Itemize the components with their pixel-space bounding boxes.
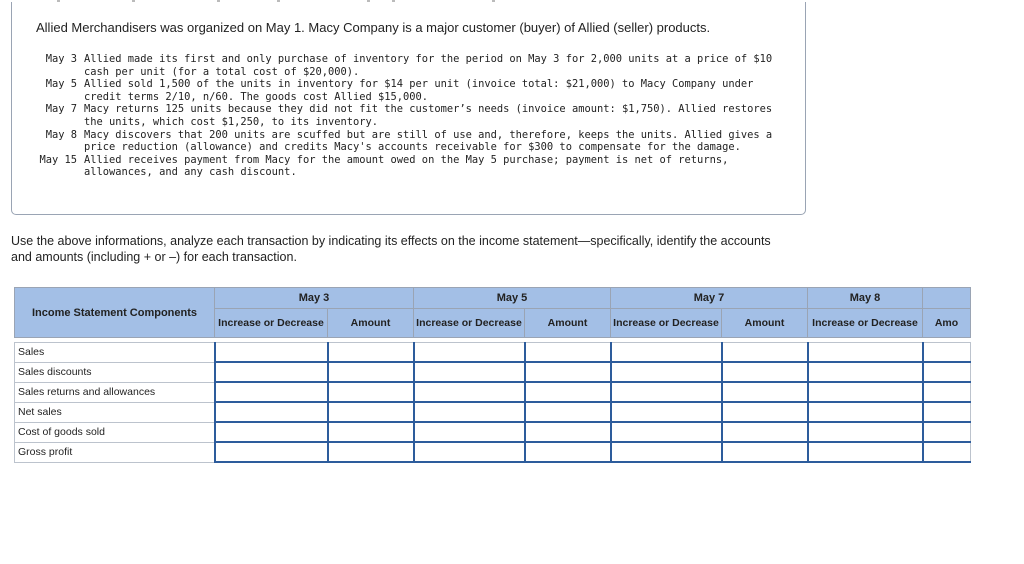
components-header: Income Statement Components [15,288,215,338]
amount-input[interactable] [328,382,414,402]
amount-input[interactable] [722,343,808,363]
amount-input[interactable] [525,422,611,442]
transaction-text: Allied receives payment from Macy for the amount owed on the May 5 purchase; payment is net of returns, allowances, and any cash discount. [84,153,735,179]
transaction-text: Macy discovers that 200 units are scuffed but are still of use and, therefore, keeps the units. Allied gives a price reduction (allowance) and credits Macy's accounts receivable for $300 to compensate for the damage. [84,128,779,154]
transaction-item [0,128,779,154]
row-label-sales: Sales [15,343,215,363]
amount-input[interactable] [722,442,808,462]
increase-decrease-select[interactable] [414,343,525,363]
problem-intro: Allied Merchandisers was organized on May 1. Macy Company is a major customer (buyer) of Allied (seller) products. [36,20,711,35]
amount-input[interactable] [328,402,414,422]
amount-header-truncated: Amo [923,309,971,338]
transaction-text: Allied sold 1,500 of the units in inventory for $14 per unit (invoice total: $21,000) to Macy Company under credit terms 2/10, n/60. The goods cost Allied $15,000. [84,78,760,103]
row-label-net-sales: Net sales [15,402,215,422]
increase-decrease-select[interactable] [611,382,722,402]
amount-input[interactable] [923,442,971,462]
increase-decrease-select[interactable] [808,442,923,462]
amount-input[interactable] [722,422,808,442]
transaction-date: May 8 [45,128,77,141]
increase-decrease-select[interactable] [215,362,328,382]
increase-decrease-select[interactable] [808,382,923,402]
income-statement-grid [14,287,971,463]
increase-decrease-select[interactable] [215,442,328,462]
amount-input[interactable] [525,402,611,422]
date-header-may-5: May 5 [414,288,611,309]
table-row [15,402,971,422]
date-header-may-8-cont [923,288,971,309]
transaction-date: May 15 [39,153,77,166]
table-row [15,362,971,382]
amount-input[interactable] [923,402,971,422]
amount-input[interactable] [923,422,971,442]
transaction-item [0,53,779,78]
increase-decrease-header: Increase or Decrease [215,309,328,338]
row-label-gross-profit: Gross profit [15,442,215,462]
increase-decrease-select[interactable] [808,422,923,442]
transaction-list [0,53,779,179]
increase-decrease-select[interactable] [215,402,328,422]
increase-decrease-select[interactable] [215,382,328,402]
increase-decrease-select[interactable] [611,402,722,422]
table-row [15,422,971,442]
amount-header: Amount [525,309,611,338]
transaction-item [0,154,774,179]
amount-input[interactable] [722,362,808,382]
row-label-sales-discounts: Sales discounts [15,362,215,382]
increase-decrease-select[interactable] [808,343,923,363]
increase-decrease-header: Increase or Decrease [414,309,525,338]
increase-decrease-select[interactable] [414,422,525,442]
amount-input[interactable] [328,362,414,382]
table-row [15,343,971,363]
transaction-date: May 3 [45,53,77,65]
table-row [15,382,971,402]
amount-header: Amount [328,309,414,338]
increase-decrease-select[interactable] [414,362,525,382]
date-header-may-8: May 8 [808,288,923,309]
amount-input[interactable] [923,362,971,382]
transaction-date: May 5 [45,78,77,91]
increase-decrease-select[interactable] [611,442,722,462]
increase-decrease-select[interactable] [215,422,328,442]
transaction-item [0,103,779,128]
transaction-date: May 7 [45,103,77,116]
date-header-may-7: May 7 [611,288,808,309]
increase-decrease-select[interactable] [611,362,722,382]
amount-input[interactable] [525,362,611,382]
increase-decrease-header: Increase or Decrease [808,309,923,338]
table-row [15,442,971,462]
transaction-text: Allied made its first and only purchase of inventory for the period on May 3 for 2,000 units at a price of $10 cash per unit (for a total cost of $20,000). [84,53,779,78]
instructions-text: Use the above informations, analyze each transaction by indicating its effects on the income statement—specifically, identify the accounts and amounts (including + or –) for each transaction. [11,234,771,264]
amount-input[interactable] [525,343,611,363]
amount-input[interactable] [722,402,808,422]
transaction-item [0,78,774,103]
increase-decrease-select[interactable] [808,362,923,382]
increase-decrease-select[interactable] [808,402,923,422]
increase-decrease-select[interactable] [414,402,525,422]
amount-input[interactable] [328,442,414,462]
amount-input[interactable] [525,382,611,402]
row-label-cost-of-goods-sold: Cost of goods sold [15,422,215,442]
date-header-may-3: May 3 [215,288,414,309]
amount-input[interactable] [328,343,414,363]
increase-decrease-select[interactable] [414,442,525,462]
transaction-text: Macy returns 125 units because they did not fit the customer’s needs (invoice amount: $1,750). Allied restores the units, which cost $1,250, to its inventory. [84,103,779,128]
increase-decrease-header: Increase or Decrease [611,309,722,338]
increase-decrease-select[interactable] [414,382,525,402]
row-label-sales-returns: Sales returns and allowances [15,382,215,402]
amount-input[interactable] [328,422,414,442]
amount-input[interactable] [923,382,971,402]
increase-decrease-select[interactable] [611,422,722,442]
amount-header: Amount [722,309,808,338]
increase-decrease-select[interactable] [215,343,328,363]
amount-input[interactable] [722,382,808,402]
increase-decrease-select[interactable] [611,343,722,363]
amount-input[interactable] [923,343,971,363]
amount-input[interactable] [525,442,611,462]
